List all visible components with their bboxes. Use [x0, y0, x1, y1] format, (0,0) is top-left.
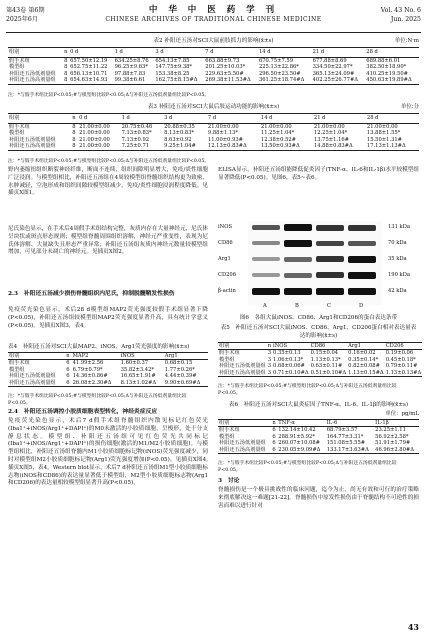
table-cell: 450.63±19.89#Δ	[366, 77, 412, 83]
table-cell: 0.63±0.11#	[310, 363, 343, 370]
table-cell: 4.44±0.39#	[164, 373, 197, 380]
band-cd206-a	[252, 273, 280, 277]
table6-note: 注：*与假手术组比较P<0.05;#与模型组比较P<0.05;Δ与补阳还五汤低剂量组比较P<0.05。	[218, 461, 397, 473]
table-cell: 模型组	[219, 433, 235, 440]
table4	[8, 352, 208, 387]
table2-note: 注：*与假手术组比较P<0.05;#与模型组比较P<0.05;Δ与补阳还五汤低剂量组比较P<0.05。	[8, 93, 210, 98]
table2	[8, 47, 419, 85]
table-cell: 补阳还五汤低剂量组	[9, 373, 56, 380]
table-header-cell: 3 d	[154, 48, 204, 58]
table-cell: 模型组	[219, 356, 235, 363]
band-cd206-d	[348, 272, 376, 279]
table-cell: 402.25±26.77#Δ	[312, 77, 359, 83]
left-paragraph-1: 野内萎缩扭组织断裂神经纤维，断面不连续，组织间隙明显增大，免疫/炎性细胞广泛浸润。与模型组相比，补阳还五汤组在4周较模型组脊髓组织结构更为致密，水肿减轻，空泡形成和组织间隙较模型组减少，免疫/炎性细胞浸润程度降低。见插页X图1。	[8, 167, 208, 197]
left-paragraph-2: 尼氏染色显示，在手术后4周假手术组结构完整，灰质内存在大量神经元，尼氏体呈块状或斑点形态规则；模型组脊髓周围组织溶解，神经元严重变性，表现为尼氏体溶解、大量缺失且形态严重异常；补阳还五汤组灰质内神经元数量较模型组增加，可见部分未凋亡的神经元。见插页X图2。	[8, 226, 208, 256]
table-cell: 8	[72, 123, 76, 130]
table-row	[8, 77, 419, 84]
table-cell: 0.16±0.02	[348, 350, 376, 357]
band-cd206-b	[284, 273, 312, 278]
table-header-cell: n	[272, 420, 276, 426]
table-cell: 0.35±0.13	[273, 350, 301, 357]
table-header-cell: 14 d	[260, 114, 313, 124]
table-cell: 21.00±0.00	[79, 143, 110, 149]
table-header-cell: IL-1β	[374, 420, 419, 427]
table-cell: 1.06±0.13*	[273, 356, 304, 363]
table-cell: 1.77±0.26*	[164, 366, 195, 373]
band-cd86-c	[316, 241, 344, 246]
table-cell: 657.50±12.19	[70, 57, 108, 64]
table-cell: 假手术组	[9, 360, 30, 367]
table-header-cell: 组别	[218, 420, 271, 427]
table-cell: 35.82±3.42*	[120, 366, 154, 373]
table-cell: 12.25±1.04*	[313, 130, 348, 136]
table4-title: 表4 补阳还五汤对SCI大鼠MAP2、iNOS、Arg1荧光强度的影响(x̄±s)	[8, 344, 190, 350]
band-cd206-c	[316, 272, 344, 278]
table-cell: 201.25±10.03*	[205, 64, 246, 70]
blot-kda-cd86: 70 kDa	[388, 240, 407, 246]
table-row	[8, 143, 419, 150]
table-row	[8, 57, 419, 64]
table-header-cell: 0 d	[78, 114, 120, 124]
table-cell: 17.13±1.13#Δ	[366, 143, 406, 149]
table-header-cell: 0 d	[69, 48, 114, 58]
table5	[218, 342, 422, 377]
table-row	[218, 440, 419, 446]
table-cell: 6.79±0.79*	[72, 366, 103, 373]
journal-header	[6, 4, 421, 33]
table-cell: 1.13±0.13#Δ	[385, 369, 422, 376]
table-header-cell: 28 d	[366, 114, 419, 124]
table-cell: 15.50±1.31#	[366, 136, 403, 143]
band-arg1-b	[284, 257, 312, 262]
table-header-cell: IL-6	[326, 420, 374, 427]
table-cell: 14.88±0.83#Δ	[313, 143, 353, 149]
table-header-cell: Arg1	[347, 343, 385, 350]
table-cell: 1.60±0.37	[120, 360, 149, 367]
table-cell: 12.13±0.83#Δ	[207, 143, 247, 149]
table6-title: 表6 补阳还五汤对SCI大鼠炎症因子TNF-α、IL-6、IL-1β的影响(x̄±s)	[228, 402, 409, 408]
table-cell: 9.25±1.04#	[164, 143, 196, 149]
right-paragraph-1: ELISA显示，补阳还五汤组能降低促炎因子(TNF-α、IL-6和IL-1β)水平较模型组显著降低(P<0.05)。见图6，表5~表6。	[218, 167, 419, 181]
table-cell: 68.79±3.57	[326, 427, 358, 434]
table-cell: 补阳还五汤高剂量组	[9, 77, 56, 83]
table-header-cell: 7 d	[207, 114, 260, 124]
table-cell: 288.91±5.92*	[278, 433, 315, 440]
table-cell: 补阳还五汤高剂量组	[219, 446, 266, 453]
table-cell: 6	[272, 427, 276, 434]
table-header-cell: Arg1	[164, 353, 208, 360]
lane-label-d: D	[359, 303, 364, 309]
left-paragraph-4: 免疫荧光染色显示，术后7 d假手术组脊髓组织内散见标记红色荧光(Iba1⁺+iNOS/Arg1⁺+DAPI⁺)的M0未激活的小胶质细胞，呈梭形，处于分支静息状态。模型组、补阳还五汤组可见红色荧光共同标记(Iba1⁺+iNOS/Arg1⁺+DAPI⁺)的损伤细胞(激活的M1/M2小胶质细胞)。与模型组相比，补阳还五汤组脊髓内M1小胶质细胞标记物(iNOS)荧光强度减少，同时对模型组M2小胶质细胞标记物(Arg1)荧光强度增加(P<0.05)。见插页X图4,插页X图5，表4。Western blot显示，术后7 d补阳还五汤组M1型小胶质细胞标志物(iNOS和CD86)的表达量显著低于模型组，M2型小胶质细胞标志物(Arg1和CD206)的表达量相较模型组显著升高(P<0.05)。	[8, 418, 208, 487]
table-cell: 6	[66, 360, 70, 367]
table-row	[218, 427, 419, 434]
table-row	[218, 447, 419, 454]
table-cell: 229.63±5.50#	[205, 70, 244, 77]
table-cell: 3	[267, 356, 272, 363]
table-cell: 382.50±18.90*	[366, 64, 407, 70]
header-right: Vol. 43 No. 6 Jun. 2025	[380, 7, 421, 23]
table-cell: 0.51±0.10#Δ	[310, 369, 347, 376]
table3-unit: 单位:分	[401, 104, 419, 110]
table-cell: 7.13±0.83*	[121, 130, 152, 136]
table-cell: 补阳还五汤高剂量组	[9, 379, 56, 386]
table-cell: 0.19±0.06	[385, 350, 414, 357]
table-cell: 0.79±0.11#	[385, 363, 418, 370]
table-cell: 225.13±22.86*	[258, 64, 299, 70]
table-cell: 6	[66, 373, 70, 380]
blot-label-inos: iNOS	[218, 224, 233, 230]
table-header-cell: 组别	[218, 343, 267, 350]
table-header-cell: iNOS	[120, 353, 164, 360]
table-cell: 654.13±7.85	[155, 57, 190, 64]
table-header-cell: CD86	[310, 343, 348, 350]
table-cell: 3	[267, 363, 272, 370]
blot-kda-cd206: 190 kDa	[388, 272, 410, 278]
table-cell: 20.75±0.46	[121, 123, 153, 130]
lane-label-b: B	[295, 303, 299, 309]
table-cell: 153.38±8.25	[155, 70, 190, 77]
table4-note: 注：*与假手术组比较P<0.05;#与模型组比较P<0.05;Δ与补阳还五汤低剂量组比较P<0.05。	[8, 394, 187, 406]
table-cell: 21.00±0.00	[79, 130, 110, 136]
table-cell: 12.38±0.52#	[260, 136, 297, 143]
header-left: 第43卷 第6期 2025年6月	[6, 7, 45, 23]
table-cell: 670.75±7.59	[258, 57, 294, 64]
table-cell: 230.05±9.09#Δ	[278, 446, 321, 453]
table-cell: 8	[64, 57, 68, 64]
table-header-cell: 28 d	[365, 48, 419, 58]
table-cell: 11.00±0.93#	[207, 136, 244, 143]
table-cell: 41.99±2.56	[72, 360, 104, 367]
journal-title-cn: 中 华 中 医 药 学 刊	[148, 5, 279, 15]
table-cell: 16.65±1.91#	[120, 373, 156, 380]
table-cell: 162.75±8.15#Δ	[155, 77, 198, 83]
header-center	[6, 5, 421, 24]
table3	[8, 113, 419, 151]
table-header-cell: MAP2	[72, 353, 120, 360]
table-cell: 补阳还五汤低剂量组	[219, 440, 266, 447]
table6-unit: 单位：pg/mL	[385, 411, 419, 417]
table-row	[8, 360, 208, 367]
table-cell: 97.88±7.83	[114, 70, 146, 77]
table-cell: 99.38±6.61	[114, 77, 146, 83]
table-cell: 0.68±0.15	[164, 360, 193, 367]
section-2-3-heading: 2.3 补阳还五汤减少损伤脊髓组织内尼氏，抑制脱髓鞘发性损伤	[8, 291, 175, 297]
table5-note: 注：*与假手术组比较P<0.05;#与模型组比较P<0.05;Δ与补阳还五汤低剂量组比较P<0.05。	[218, 384, 397, 396]
table-cell: 0.71±0.10#Δ	[273, 369, 309, 376]
table-cell: 260.07±10.08#	[278, 440, 320, 447]
table-cell: 6	[66, 379, 70, 386]
table-cell: 6	[66, 366, 70, 373]
table-cell: 0.45±0.18*	[385, 356, 416, 363]
table-cell: 132.14±10.42	[278, 427, 316, 434]
table-cell: 151.08±5.55#	[326, 440, 366, 447]
band-actin-b	[284, 288, 312, 295]
table-cell: 模型组	[9, 366, 25, 373]
table-header-cell: 7 d	[204, 48, 258, 58]
table5-title: 表5 补阳还五汤对SCI大鼠iNOS、CD86、Arg1、CD206蛋白相对表达量表达的影响(x̄±s)	[220, 325, 417, 339]
table-cell: 8	[64, 64, 68, 70]
band-inos-c	[316, 225, 344, 231]
table-cell: 补阳还五汤高剂量组	[219, 369, 266, 376]
band-cd86-a	[252, 241, 280, 245]
table-cell: 0.35±0.14*	[348, 356, 379, 363]
table-header-cell: n	[267, 343, 272, 349]
table6	[218, 419, 419, 454]
band-actin-d	[348, 288, 376, 295]
band-inos-d	[348, 225, 376, 231]
table-cell: 9.88±1.13*	[207, 130, 238, 136]
table-cell: 6	[272, 433, 276, 440]
table-cell: 补阳还五汤高剂量组	[9, 143, 56, 149]
table3-title: 表3 补阳还五汤对SCI大鼠后肢运动功能的影响(x̄±s)	[147, 104, 280, 110]
table-cell: 补阳还五汤低剂量组	[9, 70, 56, 77]
table-cell: 9.90±0.69#Δ	[164, 379, 201, 386]
discussion-paragraph: 脊髓损伤是一个极具挑战性的临床问题，迄今为止，尚无有效和可行的治疗策略来彻底解决这一难题[21-22]。脊髓损伤中原发性损伤由于脊髓结构不可逆性的损害而难以进行针对	[218, 487, 419, 509]
table-cell: 假手术组	[219, 350, 240, 357]
table-row	[218, 350, 422, 357]
lane-label-a: A	[263, 303, 267, 309]
blot-label-cd86: CD86	[218, 240, 233, 246]
table-cell: 13.88±1.55*	[366, 130, 401, 136]
table-header-cell: CD206	[385, 343, 423, 350]
table-cell: 21.00±0.00	[260, 123, 292, 130]
table-cell: 46.96±2.80#Δ	[375, 446, 414, 453]
section-3-heading: 3 讨论	[218, 478, 240, 484]
band-actin-c	[316, 288, 344, 295]
band-arg1-c	[316, 256, 344, 262]
table-header-cell: 1 d	[114, 48, 155, 58]
table-cell: 13.75±1.16#	[313, 136, 350, 143]
table-header-cell: 组别	[8, 48, 63, 58]
table-header-cell: 3 d	[163, 114, 207, 124]
table-cell: 21.00±0.00	[313, 123, 345, 130]
table-cell: 假手术组	[219, 427, 240, 434]
table-cell: 8.13±1.02#Δ	[120, 379, 157, 386]
table-cell: 654.63±14.93	[70, 77, 108, 83]
table-cell: 14.36±0.86#	[72, 373, 108, 380]
band-cd86-b	[284, 240, 312, 247]
table-header-cell: iNOS	[272, 343, 310, 350]
section-2-4-heading: 2.4 补阳还五汤调控小胶质细胞表型转化，神经炎症反应	[8, 409, 158, 415]
page-number: 43	[407, 622, 419, 632]
table3-note: 注：*与假手术组比较P<0.05;#与模型组比较P<0.05;Δ与补阳还五汤低剂量组比较P<0.05。	[8, 159, 210, 164]
band-cd86-d	[348, 241, 376, 246]
table-cell: 21.00±0.00	[79, 123, 110, 130]
table-header-cell: n	[66, 353, 70, 359]
table-cell: 51.91±1.79#	[375, 440, 411, 447]
figure6-caption: 图6 各组大鼠iNOS、CD86、Arg1和CD206的蛋白表达条带	[239, 315, 398, 321]
table-cell: 8.13±0.83*	[164, 130, 195, 136]
table-cell: 652.75±11.22	[70, 64, 108, 70]
table-cell: 假手术组	[9, 57, 30, 64]
table-cell: 269.38±11.53#Δ	[205, 77, 251, 83]
band-arg1-d	[348, 256, 376, 263]
table-cell: 模型组	[9, 130, 25, 136]
blot-kda-beta-actin: 42 kDa	[388, 288, 407, 294]
table-cell: 8	[72, 136, 76, 143]
table-row	[8, 123, 419, 130]
table-cell: 0.68±0.06#	[273, 363, 305, 370]
table-cell: 13.50±0.93#Δ	[260, 143, 300, 149]
table-header-cell: n	[71, 114, 78, 124]
table-header-cell: 21 d	[312, 48, 366, 58]
table-cell: 8	[72, 130, 76, 136]
table-row	[218, 370, 422, 377]
table-cell: 23.25±1.11	[375, 427, 406, 434]
table-cell: 0.82±0.08#	[348, 363, 380, 370]
blot-label-beta-actin: β-actin	[218, 288, 236, 294]
table-cell: 689.88±6.01	[366, 57, 401, 64]
table-cell: 133.17±3.63#Δ	[326, 446, 369, 453]
table-cell: 96.25±9.63*	[114, 64, 148, 70]
blot-label-cd206: CD206	[218, 272, 237, 278]
table-cell: 663.88±9.73	[205, 57, 240, 64]
table-header-cell: 组别	[8, 353, 65, 360]
table-cell: 21.00±0.00	[207, 123, 239, 130]
table-cell: 1.13±0.13*	[310, 356, 341, 363]
band-inos-a	[252, 225, 280, 230]
table-cell: 26.08±2.30#Δ	[72, 379, 112, 386]
table-cell: 1.13±0.15#Δ	[348, 369, 384, 376]
table-cell: 模型组	[9, 64, 25, 70]
table-row	[8, 380, 208, 387]
table-cell: 164.77±3.31*	[326, 433, 364, 440]
table-row	[218, 363, 422, 369]
table-cell: 656.13±10.71	[70, 70, 108, 77]
table-cell: 20.88±0.35	[164, 123, 195, 130]
blot-kda-inos: 131 kDa	[388, 224, 410, 230]
table-header-cell: TNF-α	[277, 420, 325, 427]
table-header-cell: 14 d	[258, 48, 312, 58]
table-header-cell: n	[64, 49, 68, 55]
table-cell: 8	[72, 143, 76, 149]
table-cell: 11.25±1.04*	[260, 130, 295, 136]
table-header-cell: 1 d	[121, 114, 163, 124]
table-cell: 7.13±0.92	[121, 136, 150, 143]
blot-kda-arg1: 35 kDa	[388, 256, 407, 262]
table-cell: 677.88±8.69	[312, 57, 347, 64]
table-cell: 8	[64, 70, 68, 77]
band-actin-a	[252, 288, 280, 295]
table-cell: 21.00±0.00	[79, 136, 110, 143]
table-cell: 补阳还五汤低剂量组	[9, 136, 56, 143]
table-cell: 634.25±8.76	[114, 57, 149, 64]
table-cell: 334.50±22.97*	[312, 64, 353, 70]
table-cell: 7.25±0.71	[121, 143, 150, 149]
band-inos-b	[284, 224, 312, 231]
table-cell: 361.25±18.74#Δ	[258, 77, 305, 83]
table-cell: 365.13±24.09#	[312, 70, 355, 77]
table-cell: 0.15±0.04	[310, 350, 339, 357]
table-cell: 假手术组	[9, 123, 30, 130]
table-cell: 3	[267, 369, 272, 376]
table2-unit: 单位:N·m	[394, 38, 419, 44]
table-cell: 6	[272, 446, 276, 453]
western-blot-figure	[218, 221, 418, 311]
table2-title: 表2 补阳还五汤对SCI大鼠前肢抓力的影响(x̄±s)	[153, 38, 274, 44]
table-cell: 补阳还五汤低剂量组	[219, 363, 266, 370]
table-cell: 296.50±23.50#	[258, 70, 301, 77]
left-paragraph-3: 免疫荧光染色显示，术后28 d模型组MAP2荧光强度较假手术组显著下降(P<0.05)，补阳还五汤组较模型组MAP2荧光强度显著升高，具有统计学意义(P<0.05)。见插页X图3，表4。	[8, 307, 208, 329]
table-cell: 410.25±19.50#	[366, 70, 408, 77]
table-cell: 3	[267, 350, 272, 357]
table-cell: 8	[64, 77, 68, 83]
journal-title-en: CHINESE ARCHIVES OF TRADITIONAL CHINESE MEDICINE	[105, 16, 322, 23]
band-arg1-a	[252, 257, 280, 261]
table-cell: 8.63±0.92	[164, 136, 192, 143]
table-cell: 6	[272, 440, 276, 447]
table-cell: 56.92±2.58*	[375, 433, 409, 440]
table-header-cell: 组别	[8, 114, 71, 124]
table-cell: 21.00±0.00	[366, 123, 398, 130]
lane-label-c: C	[327, 303, 331, 309]
blot-label-arg1: Arg1	[218, 256, 231, 262]
table-cell: 147.75±9.38*	[155, 64, 193, 70]
table-header-cell: 21 d	[313, 114, 366, 124]
